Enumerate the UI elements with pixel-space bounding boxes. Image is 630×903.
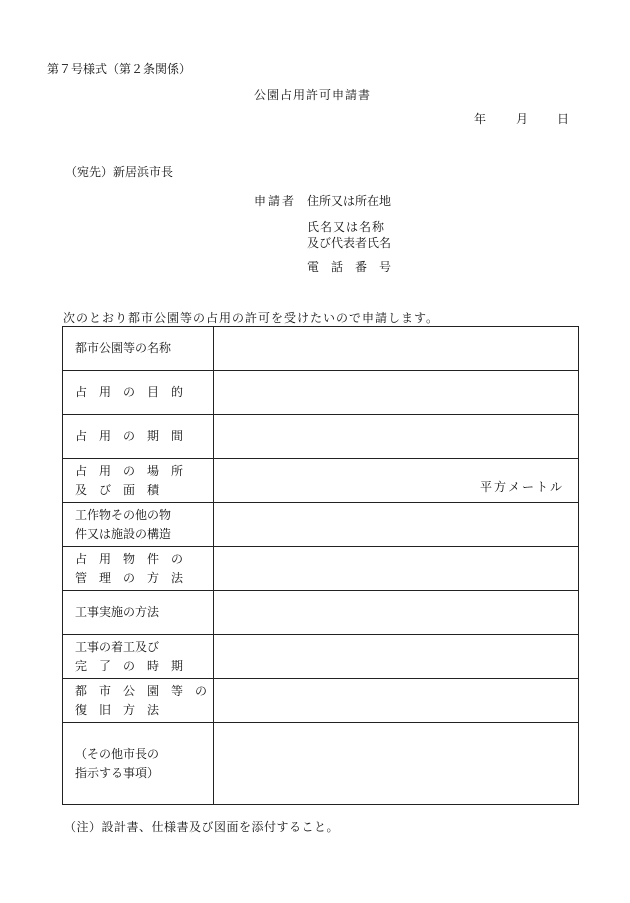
table-row (63, 723, 579, 805)
row-value-field[interactable] (214, 635, 579, 679)
row-label-line: 工事の着工及び (75, 639, 160, 654)
row-label (63, 635, 214, 679)
applicant-address-label: 住所又は所在地 (307, 194, 392, 208)
row-label (63, 591, 214, 635)
note-text: （注）設計書、仕様書及び図面を添付すること。 (64, 820, 340, 834)
row-label-line: 工作物その他の物 (75, 507, 172, 522)
row-label-line: 都 市 公 園 等 の (75, 683, 208, 698)
row-label-line: 完 了 の 時 期 (75, 658, 184, 673)
row-label (63, 459, 214, 503)
table-row (63, 547, 579, 591)
date-month-label: 月 (516, 112, 529, 126)
row-value-field[interactable] (214, 327, 579, 371)
row-label-line: 及 び 面 積 (75, 482, 160, 497)
row-value-field[interactable] (214, 415, 579, 459)
row-label-line: 占 用 物 件 の (75, 551, 184, 566)
row-label (63, 371, 214, 415)
row-value-field[interactable] (214, 591, 579, 635)
row-label-line: 指示する事項） (75, 765, 160, 780)
table-row (63, 459, 579, 503)
applicant-label: 申請者 (254, 194, 297, 208)
row-label-line: 管 理 の 方 法 (75, 570, 184, 585)
intro-text: 次のとおり都市公園等の占用の許可を受けたいので申請します。 (63, 311, 440, 325)
table-row (63, 635, 579, 679)
table-row (63, 503, 579, 547)
row-label-line: 占 用 の 期 間 (75, 429, 184, 443)
addressee: （宛先）新居浜市長 (65, 165, 174, 179)
row-value-field[interactable] (214, 723, 579, 805)
row-value-field[interactable] (214, 459, 579, 503)
applicant-representative-label: 及び代表者氏名 (307, 236, 392, 250)
row-label-line: 占 用 の 目 的 (75, 385, 184, 399)
table-row (63, 591, 579, 635)
application-table (62, 326, 579, 805)
row-label-line: 復 旧 方 法 (75, 702, 160, 717)
row-value-field[interactable] (214, 547, 579, 591)
form-number: 第７号様式（第２条関係） (47, 62, 192, 76)
form-title: 公園占用許可申請書 (254, 88, 372, 102)
date-year-label: 年 (474, 112, 487, 126)
table-row (63, 371, 579, 415)
row-value-field[interactable] (214, 371, 579, 415)
table-row (63, 327, 579, 371)
row-value-field[interactable] (214, 679, 579, 723)
applicant-name-label: 氏名又は名称 (307, 220, 386, 234)
row-label (63, 415, 214, 459)
row-label-line: 件又は施設の構造 (75, 526, 172, 541)
row-label-line: 工事実施の方法 (75, 605, 160, 619)
row-label-line: 都市公園等の名称 (75, 341, 172, 355)
row-label-line: （その他市長の (75, 746, 160, 761)
table-row (63, 679, 579, 723)
row-value-field[interactable] (214, 503, 579, 547)
row-label (63, 327, 214, 371)
row-label (63, 679, 214, 723)
unit-label: 平方メートル (479, 480, 564, 494)
applicant-phone-label: 電 話 番 号 (307, 260, 392, 274)
table-row (63, 415, 579, 459)
row-label (63, 503, 214, 547)
row-label (63, 547, 214, 591)
row-label-line: 占 用 の 場 所 (75, 463, 184, 478)
row-label (63, 723, 214, 805)
date-day-label: 日 (557, 112, 570, 126)
